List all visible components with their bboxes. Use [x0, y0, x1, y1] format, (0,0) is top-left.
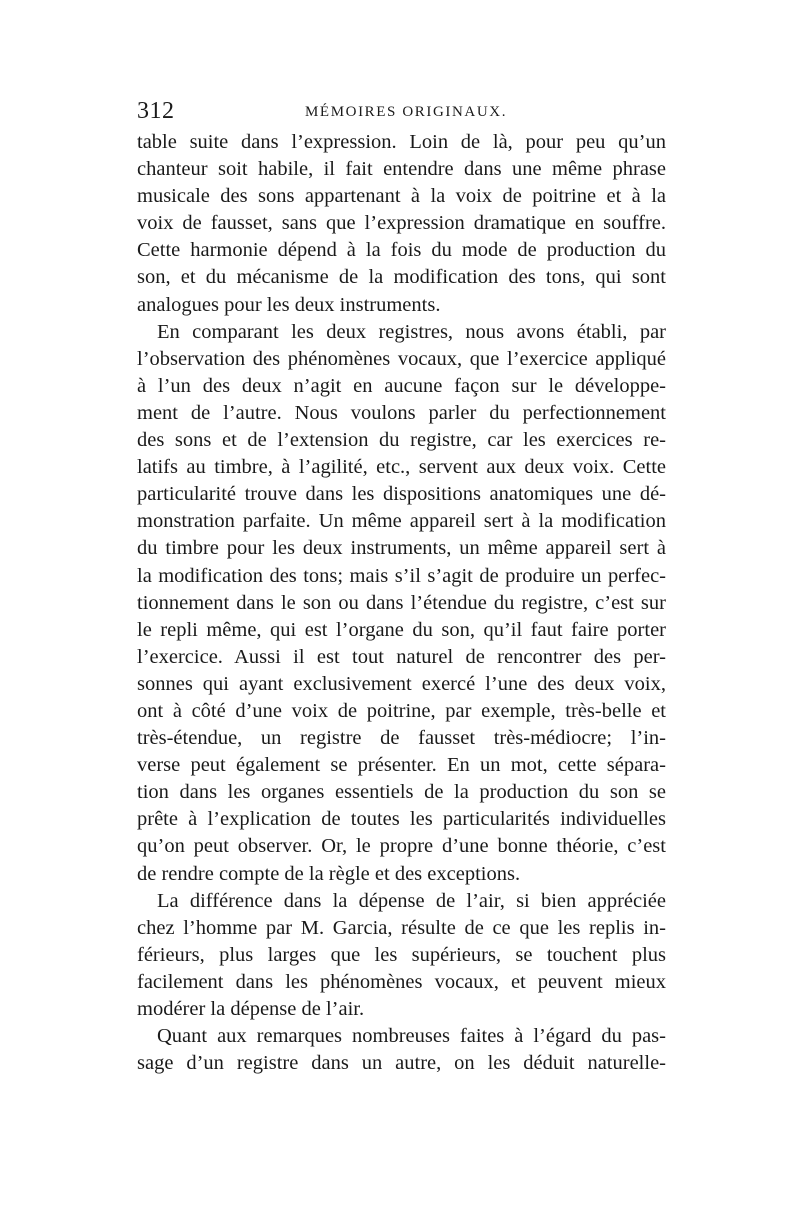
- text-line: tionnement dans le son ou dans l’étendue du registre, c’est sur: [137, 591, 666, 614]
- text-line: férieurs, plus larges que les supérieurs, se touchent plus: [137, 943, 666, 966]
- text-line: prête à l’explication de toutes les particularités individuelles: [137, 808, 666, 831]
- text-line: particularité trouve dans les dispositions anatomiques une dé-: [137, 483, 666, 506]
- text-line: chez l’homme par M. Garcia, résulte de ce que les replis in-: [137, 916, 666, 939]
- text-line: analogues pour les deux instruments.: [137, 293, 441, 316]
- page-number: 312: [137, 98, 175, 124]
- text-line: facilement dans les phénomènes vocaux, et peuvent mieux: [137, 970, 666, 993]
- page-header: [137, 96, 667, 126]
- text-line: le repli même, qui est l’organe du son, qu’il faut faire porter: [137, 618, 666, 641]
- text-line: voix de fausset, sans que l’expression dramatique en souffre.: [137, 212, 666, 235]
- body-text: [137, 129, 666, 1077]
- text-line: qu’on peut observer. Or, le propre d’une bonne théorie, c’est: [137, 835, 666, 858]
- text-line: verse peut également se présenter. En un mot, cette sépara-: [137, 754, 666, 777]
- text-line: l’observation des phénomènes vocaux, que l’exercice appliqué: [137, 347, 666, 370]
- text-line: ont à côté d’une voix de poitrine, par exemple, très-belle et: [137, 699, 666, 722]
- text-line: sage d’un registre dans un autre, on les déduit naturelle-: [137, 1052, 666, 1075]
- text-line: de rendre compte de la règle et des exceptions.: [137, 862, 521, 885]
- text-line: latifs au timbre, à l’agilité, etc., servent aux deux voix. Cette: [137, 456, 666, 479]
- text-line: monstration parfaite. Un même appareil sert à la modification: [137, 510, 666, 533]
- text-line: la modification des tons; mais s’il s’agit de produire un perfec-: [137, 564, 666, 587]
- text-line: chanteur soit habile, il fait entendre dans une même phrase: [137, 158, 666, 181]
- text-line: Cette harmonie dépend à la fois du mode de production du: [137, 239, 666, 262]
- text-line: Quant aux remarques nombreuses faites à l’égard du pas-: [157, 1025, 666, 1048]
- text-line: musicale des sons appartenant à la voix de poitrine et à la: [137, 185, 666, 208]
- text-line: ment de l’autre. Nous voulons parler du perfectionnement: [137, 401, 666, 424]
- text-line: tion dans les organes essentiels de la production du son se: [137, 781, 666, 804]
- text-line: table suite dans l’expression. Loin de là, pour peu qu’un: [137, 131, 666, 153]
- text-line: des sons et de l’extension du registre, car les exercices re-: [137, 429, 666, 452]
- text-line: modérer la dépense de l’air.: [137, 998, 365, 1020]
- text-line: sonnes qui ayant exclusivement exercé l’une des deux voix,: [137, 672, 666, 695]
- text-line: son, et du mécanisme de la modification des tons, qui sont: [137, 266, 666, 289]
- text-line: du timbre pour les deux instruments, un même appareil sert à: [137, 537, 666, 560]
- text-line: très-étendue, un registre de fausset très-médiocre; l’in-: [137, 727, 666, 750]
- running-title: MÉMOIRES ORIGINAUX.: [305, 104, 508, 120]
- text-line: En comparant les deux registres, nous avons établi, par: [157, 320, 666, 343]
- text-line: l’exercice. Aussi il est tout naturel de rencontrer des per-: [137, 645, 666, 668]
- text-line: La différence dans la dépense de l’air, si bien appréciée: [157, 889, 666, 912]
- text-line: à l’un des deux n’agit en aucune façon sur le développe-: [137, 374, 666, 397]
